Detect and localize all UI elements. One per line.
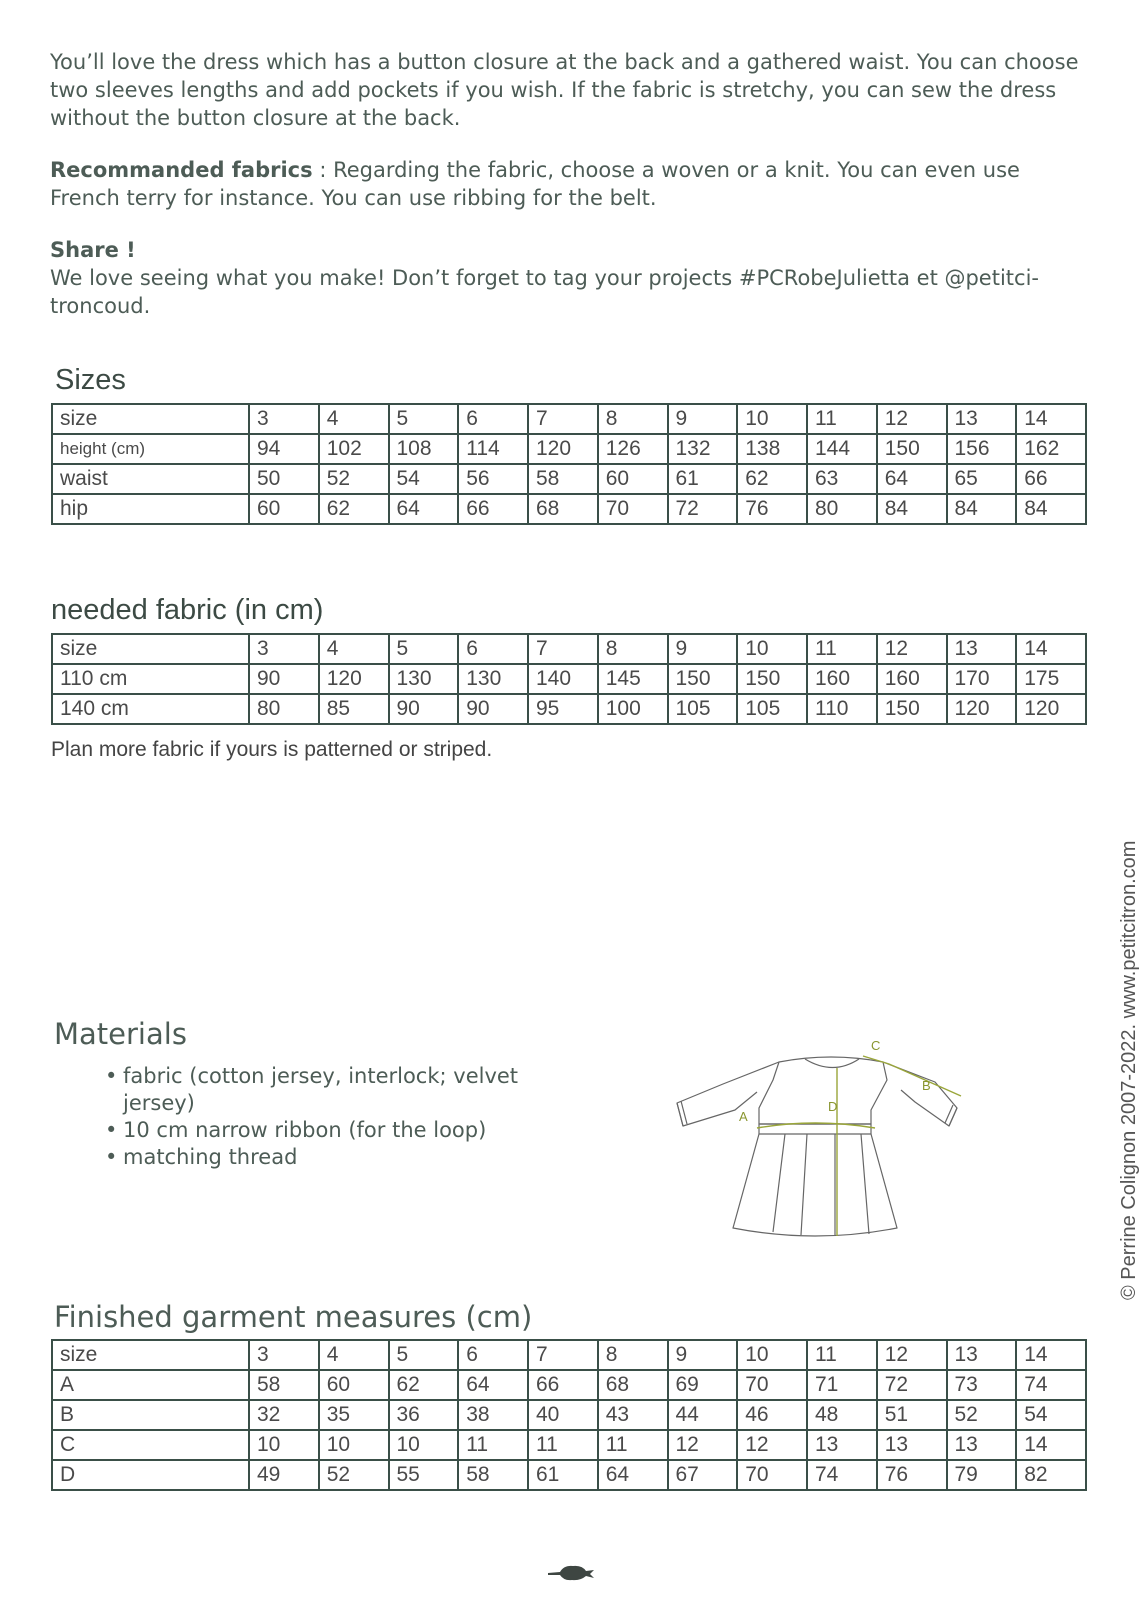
table-cell: 170 (947, 664, 1017, 694)
table-cell: 12 (877, 1340, 947, 1370)
dress-skirt (733, 1134, 897, 1236)
table-cell: 3 (249, 404, 319, 434)
table-cell: 160 (877, 664, 947, 694)
table-cell: 8 (598, 634, 668, 664)
table-cell: 66 (1016, 464, 1086, 494)
table-row (52, 694, 1086, 724)
row-label: size (52, 404, 249, 434)
measure-line-c (863, 1056, 889, 1064)
table-cell: 10 (319, 1430, 389, 1460)
table-cell: 14 (1016, 404, 1086, 434)
table-cell: 7 (528, 1340, 598, 1370)
table-cell: 84 (877, 494, 947, 524)
table-cell: 3 (249, 634, 319, 664)
table-cell: 54 (1016, 1400, 1086, 1430)
table-cell: 10 (737, 404, 807, 434)
table-cell: 9 (668, 634, 738, 664)
table-cell: 82 (1016, 1460, 1086, 1490)
materials-item: • 10 cm narrow ribbon (for the loop) (105, 1117, 545, 1144)
table-cell: 12 (877, 634, 947, 664)
table-cell: 48 (807, 1400, 877, 1430)
table-cell: 105 (737, 694, 807, 724)
table-cell: 64 (458, 1370, 528, 1400)
table-cell: 90 (389, 694, 459, 724)
table-cell: 10 (389, 1430, 459, 1460)
table-cell: 11 (598, 1430, 668, 1460)
table-cell: 5 (389, 404, 459, 434)
table-cell: 49 (249, 1460, 319, 1490)
table-row (52, 1340, 1086, 1370)
table-cell: 156 (947, 434, 1017, 464)
table-cell: 4 (319, 1340, 389, 1370)
table-row (52, 664, 1086, 694)
table-cell: 85 (319, 694, 389, 724)
row-label: 140 cm (52, 694, 249, 724)
table-cell: 14 (1016, 634, 1086, 664)
row-label: C (52, 1430, 249, 1460)
table-cell: 4 (319, 634, 389, 664)
table-cell: 130 (458, 664, 528, 694)
dress-diagram (675, 1038, 985, 1265)
table-cell: 13 (947, 1340, 1017, 1370)
dress-right-cuff (945, 1105, 957, 1126)
table-cell: 63 (807, 464, 877, 494)
table-cell: 110 (807, 694, 877, 724)
table-cell: 62 (319, 494, 389, 524)
share-label: Share ! (50, 238, 136, 262)
table-cell: 12 (877, 404, 947, 434)
table-row (52, 434, 1086, 464)
table-cell: 3 (249, 1340, 319, 1370)
table-cell: 44 (668, 1400, 738, 1430)
table-cell: 90 (458, 694, 528, 724)
table-cell: 70 (737, 1370, 807, 1400)
table-cell: 11 (807, 404, 877, 434)
table-cell: 105 (668, 694, 738, 724)
table-row (52, 404, 1086, 434)
table-row (52, 1460, 1086, 1490)
table-cell: 84 (947, 494, 1017, 524)
table-cell: 6 (458, 404, 528, 434)
table-cell: 52 (319, 1460, 389, 1490)
table-cell: 58 (528, 464, 598, 494)
table-cell: 50 (249, 464, 319, 494)
table-row (52, 1430, 1086, 1460)
table-cell: 94 (249, 434, 319, 464)
table-cell: 140 (528, 664, 598, 694)
row-label: 110 cm (52, 664, 249, 694)
table-cell: 10 (737, 1340, 807, 1370)
table-cell: 6 (458, 634, 528, 664)
table-cell: 11 (528, 1430, 598, 1460)
table-row (52, 634, 1086, 664)
table-cell: 144 (807, 434, 877, 464)
table-cell: 52 (319, 464, 389, 494)
fabric-table (51, 633, 1087, 725)
table-cell: 80 (249, 694, 319, 724)
table-cell: 150 (877, 434, 947, 464)
finished-title: Finished garment measures (cm) (54, 1300, 533, 1334)
table-cell: 13 (877, 1430, 947, 1460)
table-cell: 72 (877, 1370, 947, 1400)
table-cell: 108 (389, 434, 459, 464)
table-cell: 8 (598, 1340, 668, 1370)
materials-item: • fabric (cotton jersey, interlock; velvet jersey) (105, 1063, 545, 1117)
table-cell: 65 (947, 464, 1017, 494)
table-cell: 12 (737, 1430, 807, 1460)
table-cell: 114 (458, 434, 528, 464)
fabrics-label: Recommanded fabrics (50, 158, 313, 182)
dress-left-sleeve (677, 1062, 779, 1126)
table-cell: 32 (249, 1400, 319, 1430)
table-cell: 62 (737, 464, 807, 494)
table-cell: 66 (528, 1370, 598, 1400)
intro-paragraph: You’ll love the dress which has a button closure at the back and a gathered waist. You can choose two sleeves lengths and add pockets if you wish. If the fabric is stretchy, you can sew the dress without the button closure at the back. (50, 50, 1079, 130)
table-cell: 14 (1016, 1430, 1086, 1460)
table-cell: 162 (1016, 434, 1086, 464)
table-cell: 13 (947, 404, 1017, 434)
table-cell: 60 (249, 494, 319, 524)
table-cell: 66 (458, 494, 528, 524)
fabric-title: needed fabric (in cm) (51, 594, 324, 626)
table-cell: 150 (668, 664, 738, 694)
table-cell: 36 (389, 1400, 459, 1430)
copyright-notice: © Perrine Colignon 2007-2022. www.petitcitron.com (1118, 840, 1140, 1300)
fabric-note: Plan more fabric if yours is patterned or striped. (51, 738, 493, 761)
table-cell: 4 (319, 404, 389, 434)
sizes-table (51, 403, 1087, 525)
fabrics-text: : Regarding the fabric, choose a woven or a knit. You can even use French terry for instance. You can use ribbing for the belt. (50, 158, 1020, 210)
table-cell: 126 (598, 434, 668, 464)
table-cell: 69 (668, 1370, 738, 1400)
materials-title: Materials (54, 1017, 187, 1051)
row-label: D (52, 1460, 249, 1490)
dress-right-sleeve (883, 1062, 957, 1126)
table-cell: 150 (877, 694, 947, 724)
lemon-ornament-icon (546, 1560, 596, 1582)
table-cell: 7 (528, 404, 598, 434)
table-cell: 35 (319, 1400, 389, 1430)
label-c: C (871, 1038, 881, 1053)
row-label: size (52, 634, 249, 664)
fabrics-paragraph (50, 156, 1085, 212)
row-label: B (52, 1400, 249, 1430)
table-cell: 95 (528, 694, 598, 724)
table-cell: 145 (598, 664, 668, 694)
label-b: B (922, 1078, 931, 1093)
table-row (52, 464, 1086, 494)
table-cell: 64 (877, 464, 947, 494)
materials-list (105, 1063, 545, 1171)
table-cell: 90 (249, 664, 319, 694)
table-cell: 8 (598, 404, 668, 434)
share-text: We love seeing what you make! Don’t forget to tag your projects #PCRobeJulietta et @petitci-troncoud. (50, 266, 1039, 318)
sizes-title: Sizes (55, 364, 126, 396)
table-cell: 10 (737, 634, 807, 664)
table-cell: 120 (319, 664, 389, 694)
table-cell: 100 (598, 694, 668, 724)
table-cell: 52 (947, 1400, 1017, 1430)
table-cell: 12 (668, 1430, 738, 1460)
table-cell: 14 (1016, 1340, 1086, 1370)
table-cell: 40 (528, 1400, 598, 1430)
table-cell: 74 (1016, 1370, 1086, 1400)
table-cell: 13 (807, 1430, 877, 1460)
row-label: height (cm) (52, 434, 249, 464)
label-d: D (828, 1099, 838, 1114)
dress-left-cuff (677, 1101, 687, 1126)
table-cell: 46 (737, 1400, 807, 1430)
table-cell: 11 (458, 1430, 528, 1460)
table-cell: 55 (389, 1460, 459, 1490)
table-cell: 160 (807, 664, 877, 694)
table-cell: 13 (947, 1430, 1017, 1460)
table-cell: 102 (319, 434, 389, 464)
table-row (52, 494, 1086, 524)
table-cell: 132 (668, 434, 738, 464)
table-cell: 9 (668, 1340, 738, 1370)
table-cell: 56 (458, 464, 528, 494)
table-cell: 64 (389, 494, 459, 524)
table-cell: 76 (737, 494, 807, 524)
table-cell: 13 (947, 634, 1017, 664)
table-cell: 43 (598, 1400, 668, 1430)
table-cell: 80 (807, 494, 877, 524)
label-a: A (739, 1109, 748, 1124)
table-cell: 79 (947, 1460, 1017, 1490)
table-cell: 58 (249, 1370, 319, 1400)
table-cell: 9 (668, 404, 738, 434)
table-cell: 60 (319, 1370, 389, 1400)
table-cell: 54 (389, 464, 459, 494)
dress-skirt-folds (773, 1134, 869, 1236)
share-paragraph (50, 236, 1085, 320)
table-cell: 11 (807, 634, 877, 664)
row-label: waist (52, 464, 249, 494)
table-cell: 10 (249, 1430, 319, 1460)
table-cell: 61 (668, 464, 738, 494)
table-cell: 71 (807, 1370, 877, 1400)
table-cell: 67 (668, 1460, 738, 1490)
table-row (52, 1400, 1086, 1430)
table-cell: 68 (598, 1370, 668, 1400)
table-cell: 7 (528, 634, 598, 664)
table-cell: 84 (1016, 494, 1086, 524)
table-cell: 76 (877, 1460, 947, 1490)
table-cell: 64 (598, 1460, 668, 1490)
table-row (52, 1370, 1086, 1400)
table-cell: 70 (598, 494, 668, 524)
row-label: A (52, 1370, 249, 1400)
table-cell: 51 (877, 1400, 947, 1430)
table-cell: 130 (389, 664, 459, 694)
table-cell: 38 (458, 1400, 528, 1430)
table-cell: 120 (947, 694, 1017, 724)
table-cell: 175 (1016, 664, 1086, 694)
table-cell: 11 (807, 1340, 877, 1370)
table-cell: 60 (598, 464, 668, 494)
dress-neckline (805, 1059, 859, 1068)
table-cell: 58 (458, 1460, 528, 1490)
table-cell: 74 (807, 1460, 877, 1490)
row-label: hip (52, 494, 249, 524)
table-cell: 68 (528, 494, 598, 524)
finished-table (51, 1339, 1087, 1491)
table-cell: 150 (737, 664, 807, 694)
table-cell: 120 (528, 434, 598, 464)
table-cell: 5 (389, 1340, 459, 1370)
table-cell: 62 (389, 1370, 459, 1400)
table-cell: 120 (1016, 694, 1086, 724)
row-label: size (52, 1340, 249, 1370)
table-cell: 5 (389, 634, 459, 664)
table-cell: 70 (737, 1460, 807, 1490)
table-cell: 73 (947, 1370, 1017, 1400)
materials-item: • matching thread (105, 1144, 545, 1171)
table-cell: 138 (737, 434, 807, 464)
table-cell: 72 (668, 494, 738, 524)
table-cell: 6 (458, 1340, 528, 1370)
table-cell: 61 (528, 1460, 598, 1490)
